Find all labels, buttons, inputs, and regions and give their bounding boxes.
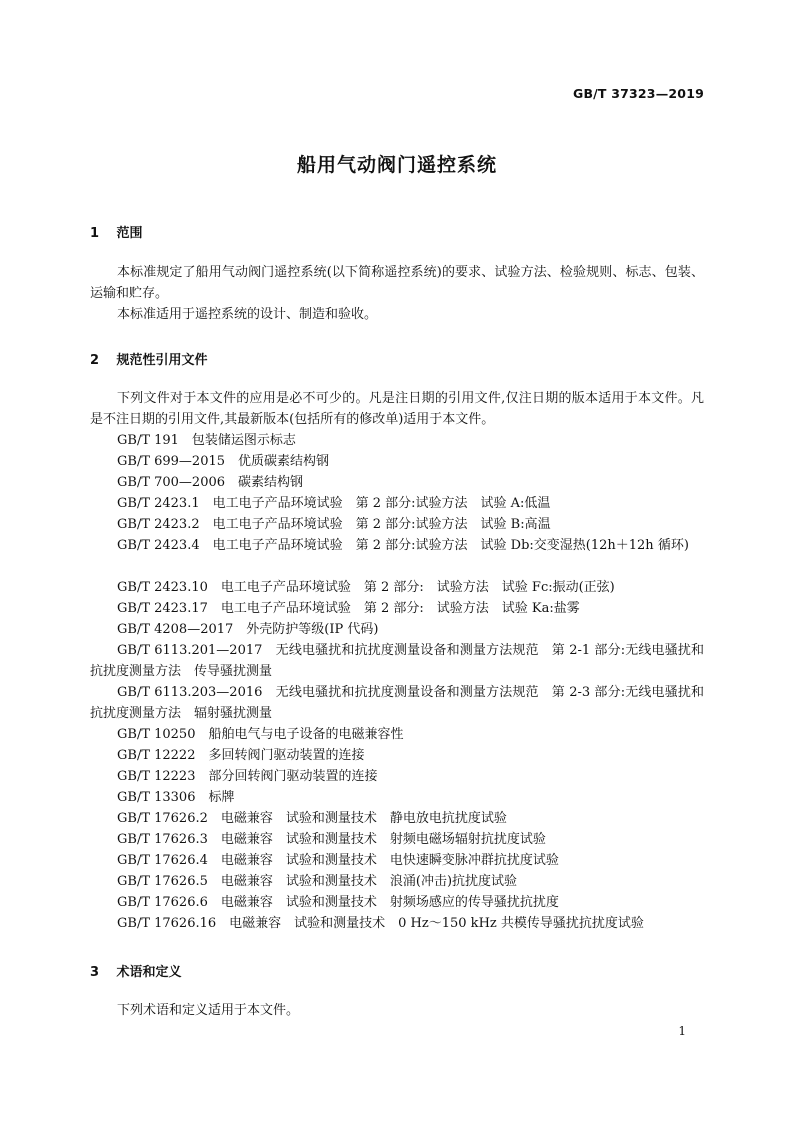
reference-item: GB/T 6113.203—2016 无线电骚扰和抗扰度测量设备和测量方法规范 第 2-3 部分:无线电骚扰和抗扰度测量方法 辐射骚扰测量 (90, 685, 704, 721)
reference-item: GB/T 2423.4 电工电子产品环境试验 第 2 部分:试验方法 试验 Db:交变湿热(12h＋12h 循环) (117, 538, 689, 553)
section-title: 术语和定义 (116, 965, 182, 980)
section-2-heading (90, 349, 208, 368)
section-3-intro: 下列术语和定义适用于本文件。 (117, 1003, 300, 1018)
reference-item: GB/T 2423.10 电工电子产品环境试验 第 2 部分: 试验方法 试验 Fc:振动(正弦) (117, 580, 615, 595)
section-1-heading (90, 222, 143, 241)
reference-item: GB/T 699—2015 优质碳素结构钢 (117, 454, 330, 469)
reference-item: GB/T 2423.2 电工电子产品环境试验 第 2 部分:试验方法 试验 B:高温 (117, 517, 551, 532)
section-number: 2 (90, 353, 100, 368)
reference-item: GB/T 12222 多回转阀门驱动装置的连接 (117, 748, 365, 763)
reference-item: GB/T 17626.3 电磁兼容 试验和测量技术 射频电磁场辐射抗扰度试验 (117, 832, 546, 847)
section-1-paragraph-1: 本标准规定了船用气动阀门遥控系统(以下简称遥控系统)的要求、试验方法、检验规则、标志、包装、运输和贮存。 (90, 265, 704, 301)
section-number: 1 (90, 226, 100, 241)
reference-item: GB/T 700—2006 碳素结构钢 (117, 475, 304, 490)
section-3-heading (90, 961, 182, 980)
reference-item: GB/T 13306 标牌 (117, 790, 235, 805)
section-title: 规范性引用文件 (116, 353, 208, 368)
reference-item: GB/T 17626.16 电磁兼容 试验和测量技术 0 Hz～150 kHz 共模传导骚扰抗扰度试验 (117, 916, 644, 931)
reference-item: GB/T 12223 部分回转阀门驱动装置的连接 (117, 769, 378, 784)
section-1-paragraph-2: 本标准适用于遥控系统的设计、制造和验收。 (117, 307, 378, 322)
reference-item: GB/T 2423.17 电工电子产品环境试验 第 2 部分: 试验方法 试验 Ka:盐雾 (117, 601, 580, 616)
document-title: 船用气动阀门遥控系统 (296, 154, 497, 176)
section-2-intro: 下列文件对于本文件的应用是必不可少的。凡是注日期的引用文件,仅注日期的版本适用于本文件。凡是不注日期的引用文件,其最新版本(包括所有的修改单)适用于本文件。 (90, 391, 704, 427)
reference-item: GB/T 4208—2017 外壳防护等级(IP 代码) (117, 622, 379, 637)
page-number: 1 (678, 1024, 686, 1038)
reference-item: GB/T 17626.2 电磁兼容 试验和测量技术 静电放电抗扰度试验 (117, 811, 507, 826)
reference-item: GB/T 191 包装储运图示标志 (117, 433, 296, 448)
standard-number: GB/T 37323—2019 (572, 86, 704, 101)
reference-item: GB/T 6113.201—2017 无线电骚扰和抗扰度测量设备和测量方法规范 第 2-1 部分:无线电骚扰和抗扰度测量方法 传导骚扰测量 (90, 643, 704, 679)
reference-item: GB/T 10250 船舶电气与电子设备的电磁兼容性 (117, 727, 404, 742)
section-title: 范围 (116, 226, 143, 241)
reference-item: GB/T 17626.6 电磁兼容 试验和测量技术 射频场感应的传导骚扰抗扰度 (117, 895, 559, 910)
reference-item: GB/T 2423.1 电工电子产品环境试验 第 2 部分:试验方法 试验 A:低温 (117, 496, 551, 511)
section-number: 3 (90, 965, 100, 980)
reference-item: GB/T 17626.4 电磁兼容 试验和测量技术 电快速瞬变脉冲群抗扰度试验 (117, 853, 559, 868)
reference-item: GB/T 17626.5 电磁兼容 试验和测量技术 浪涌(冲击)抗扰度试验 (117, 874, 518, 889)
